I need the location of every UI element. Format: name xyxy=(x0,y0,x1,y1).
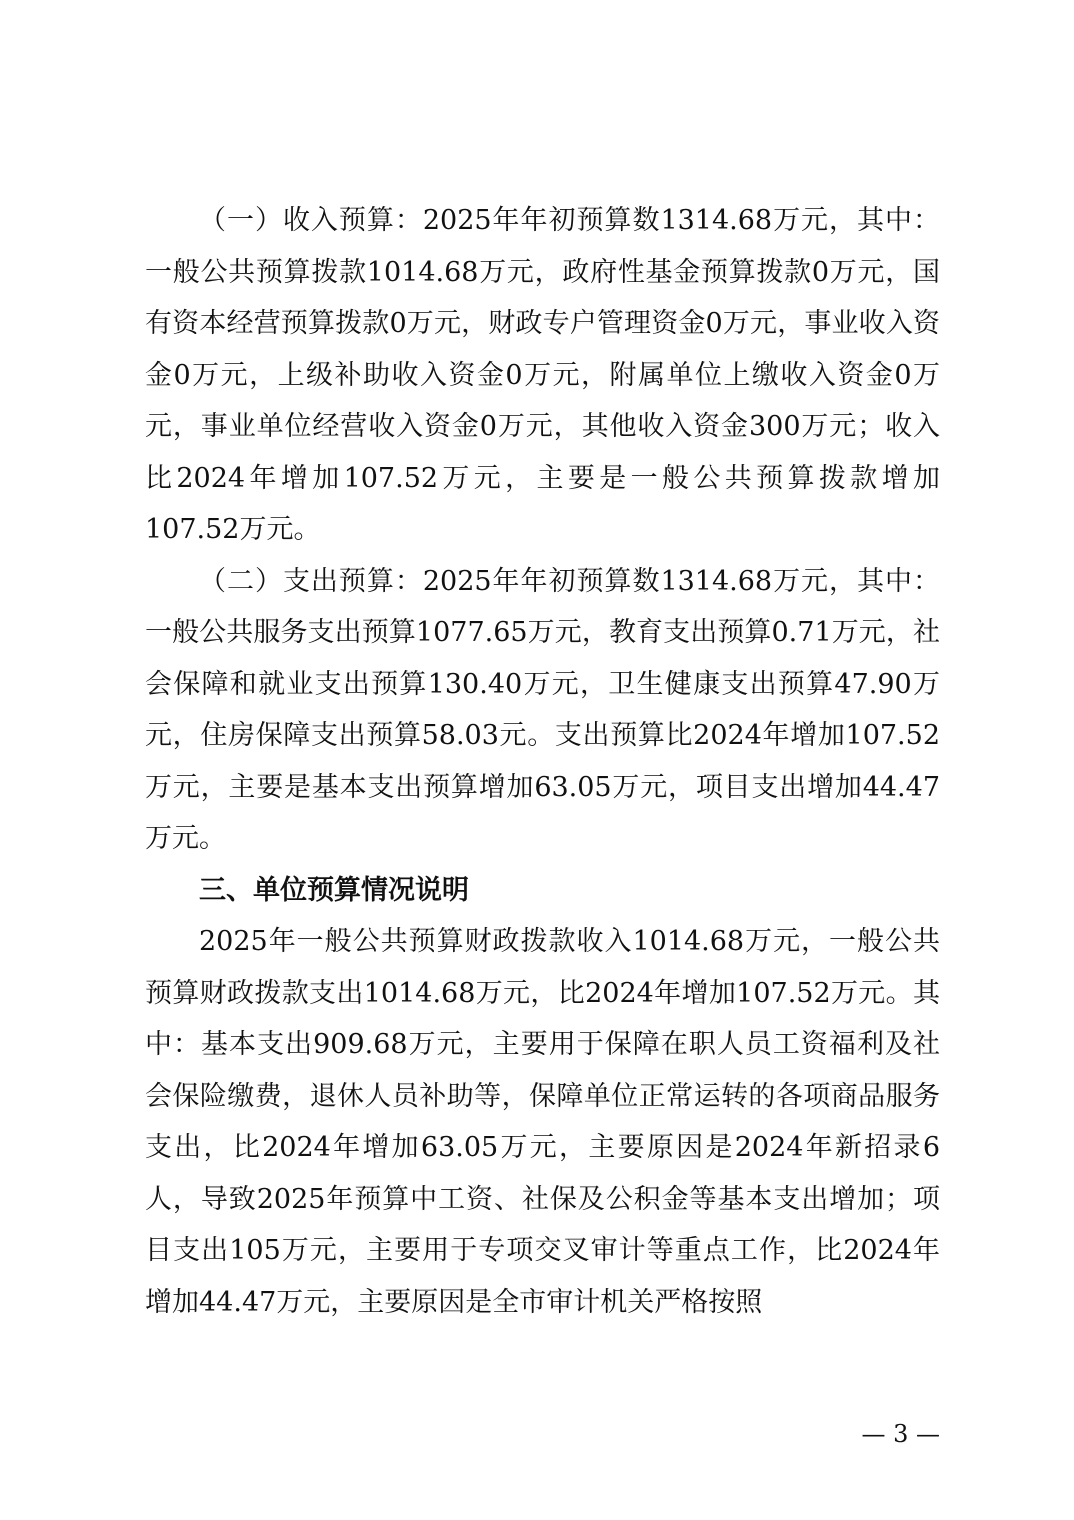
unit-budget-paragraph: 2025年一般公共预算财政拨款收入1014.68万元，一般公共预算财政拨款支出1014.68万元，比2024年增加107.52万元。其中：基本支出909.68万元，主要用于保障在职人员工资福利及社会保险缴费，退休人员补助等，保障单位正常运转的各项商品服务支出，比2024年增加63.05万元，主要原因是2024年新招录6人，导致2025年预算中工资、社保及公积金等基本支出增加；项目支出105万元，主要用于专项交叉审计等重点工作，比2024年增加44.47万元，主要原因是全市审计机关严格按照 xyxy=(145,926,940,1318)
page-number: — 3 — xyxy=(861,1420,940,1448)
income-budget-paragraph: （一）收入预算：2025年年初预算数1314.68万元，其中：一般公共预算拨款1014.68万元，政府性基金预算拨款0万元，国有资本经营预算拨款0万元，财政专户管理资金0万元，事业收入资金0万元，上级补助收入资金0万元，附属单位上缴收入资金0万元，事业单位经营收入资金0万元，其他收入资金300万元；收入比2024年增加107.52万元，主要是一般公共预算拨款增加107.52万元。 xyxy=(145,205,940,545)
document-body xyxy=(145,195,940,1328)
expenditure-budget-paragraph: （二）支出预算：2025年年初预算数1314.68万元，其中：一般公共服务支出预算1077.65万元，教育支出预算0.71万元，社会保障和就业支出预算130.40万元，卫生健康支出预算47.90万元，住房保障支出预算58.03元。支出预算比2024年增加107.52万元，主要是基本支出预算增加63.05万元，项目支出增加44.47万元。 xyxy=(145,565,940,854)
section-heading: 三、单位预算情况说明 xyxy=(199,874,469,906)
